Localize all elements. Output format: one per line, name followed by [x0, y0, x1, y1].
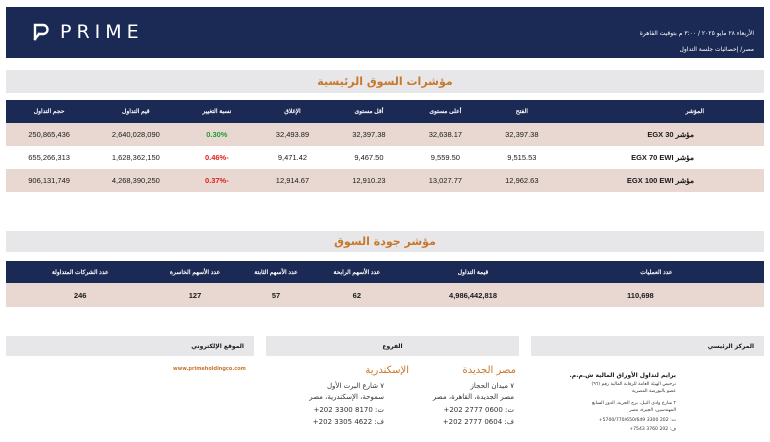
footer-web-tab [6, 336, 254, 356]
index-row [6, 123, 764, 146]
heliopolis-line: ف: 0604 2777 202+ [442, 418, 514, 426]
hq-label: المركز الرئيسي [707, 342, 754, 350]
volume-value: 250,865,436 [6, 123, 92, 146]
index-name: مؤشر EGX 30 [560, 123, 764, 146]
alexandria-line: ف: 4622 3305 202+ [312, 418, 384, 426]
hq-line: ٢ شارع وادي النيل، برج الحرية، الدور السابع [591, 401, 676, 406]
close-value: 9,471.42 [254, 146, 330, 169]
col-low: أقل مستوى [331, 100, 407, 123]
branches-label: الفروع [382, 342, 403, 350]
col-open: الفتح [484, 100, 560, 123]
prime-logo-icon [32, 23, 50, 41]
trade-value: 4,268,390,250 [92, 169, 179, 192]
col-index: المؤشر [560, 100, 764, 123]
index-row [6, 169, 764, 192]
header-bar [6, 7, 764, 58]
indices-table [6, 100, 764, 192]
volume-value: 655,266,313 [6, 146, 92, 169]
open-value: 12,962.63 [484, 169, 560, 192]
col-traded-companies: عدد الشركات المتداولة [6, 261, 154, 283]
hq-line: ف: 202 3760 7543+ [629, 427, 676, 432]
hq-company-name: برايم لتداول الأوراق المالية ش.م.م. [569, 372, 676, 379]
quality-section-title: مؤشر جودة السوق [6, 231, 764, 252]
alexandria-branch-name: الإسكندرية [365, 365, 409, 376]
close-value: 12,914.67 [254, 169, 330, 192]
quality-header-row [6, 261, 764, 283]
trade-value-value: 4,986,442,818 [397, 283, 549, 307]
footer-hq-tab [531, 336, 764, 356]
hq-line: ترخيص الهيئة العامة للرقابة المالية رقم (٩٦) [591, 382, 676, 387]
hq-line: عضو بالبورصة المصرية [631, 389, 676, 394]
open-value: 32,397.38 [484, 123, 560, 146]
unchanged-value: 57 [236, 283, 317, 307]
col-close: الإغلاق [254, 100, 330, 123]
gainers-value: 62 [316, 283, 397, 307]
hq-line: ت: 202 3300 5700/770/650/649+ [598, 418, 676, 423]
index-row [6, 146, 764, 169]
index-name: مؤشر EGX 70 EWI [560, 146, 764, 169]
col-unchanged: عدد الأسهم الثابتة [236, 261, 317, 283]
brand-logo [32, 21, 144, 43]
traded-companies-value: 246 [6, 283, 154, 307]
change-value: 0.30% [179, 123, 254, 146]
trades-value: 110,698 [549, 283, 764, 307]
indices-header-row [6, 100, 764, 123]
brand-name: PRIME [60, 21, 144, 43]
col-high: أعلى مستوى [407, 100, 483, 123]
report-date: الأربعاء ٢٨ مايو ٢٠٢٥ / ٣:٠٠ م بتوقيت القاهرة [639, 30, 754, 37]
heliopolis-branch-name: مصر الجديدة [462, 365, 516, 376]
col-volume: حجم التداول [6, 100, 92, 123]
col-trade-value: قيمة التداول [397, 261, 549, 283]
website-link[interactable]: www.primeholdingco.com [173, 366, 246, 372]
col-trades: عدد العمليات [549, 261, 764, 283]
heliopolis-line: ت: 0600 2777 202+ [443, 406, 514, 414]
quality-values-row [6, 283, 764, 307]
high-value: 13,027.77 [407, 169, 483, 192]
col-losers: عدد الأسهم الخاسرة [154, 261, 235, 283]
change-value: -0.37% [179, 169, 254, 192]
col-gainers: عدد الأسهم الرابحة [316, 261, 397, 283]
report-subtitle: مصر/ إحصائيات جلسة التداول [679, 46, 754, 53]
high-value: 9,559.50 [407, 146, 483, 169]
hq-line: المهندسين، الجيزة، مصر [629, 408, 676, 413]
trade-value: 1,628,362,150 [92, 146, 179, 169]
trade-value: 2,640,028,090 [92, 123, 179, 146]
close-value: 32,493.89 [254, 123, 330, 146]
low-value: 32,397.38 [331, 123, 407, 146]
low-value: 12,910.23 [331, 169, 407, 192]
footer-branches-tab [266, 336, 519, 356]
alexandria-line: ٧ شارع البرت الأول [326, 382, 384, 390]
index-name: مؤشر EGX 100 EWI [560, 169, 764, 192]
heliopolis-line: مصر الجديدة، القاهرة، مصر [432, 393, 514, 401]
alexandria-line: سموحة، الإسكندرية، مصر [309, 393, 384, 401]
quality-table [6, 261, 764, 307]
indices-section-title: مؤشرات السوق الرئيسية [6, 70, 764, 93]
volume-value: 906,131,749 [6, 169, 92, 192]
losers-value: 127 [154, 283, 235, 307]
low-value: 9,467.50 [331, 146, 407, 169]
col-change: نسبة التغيير [179, 100, 254, 123]
alexandria-line: ت: 8170 3300 202+ [313, 406, 384, 414]
open-value: 9,515.53 [484, 146, 560, 169]
col-value: قيم التداول [92, 100, 179, 123]
change-value: -0.46% [179, 146, 254, 169]
high-value: 32,638.17 [407, 123, 483, 146]
web-label: الموقع الإلكتروني [191, 342, 244, 350]
heliopolis-line: ٧ ميدان الحجاز [470, 382, 514, 390]
